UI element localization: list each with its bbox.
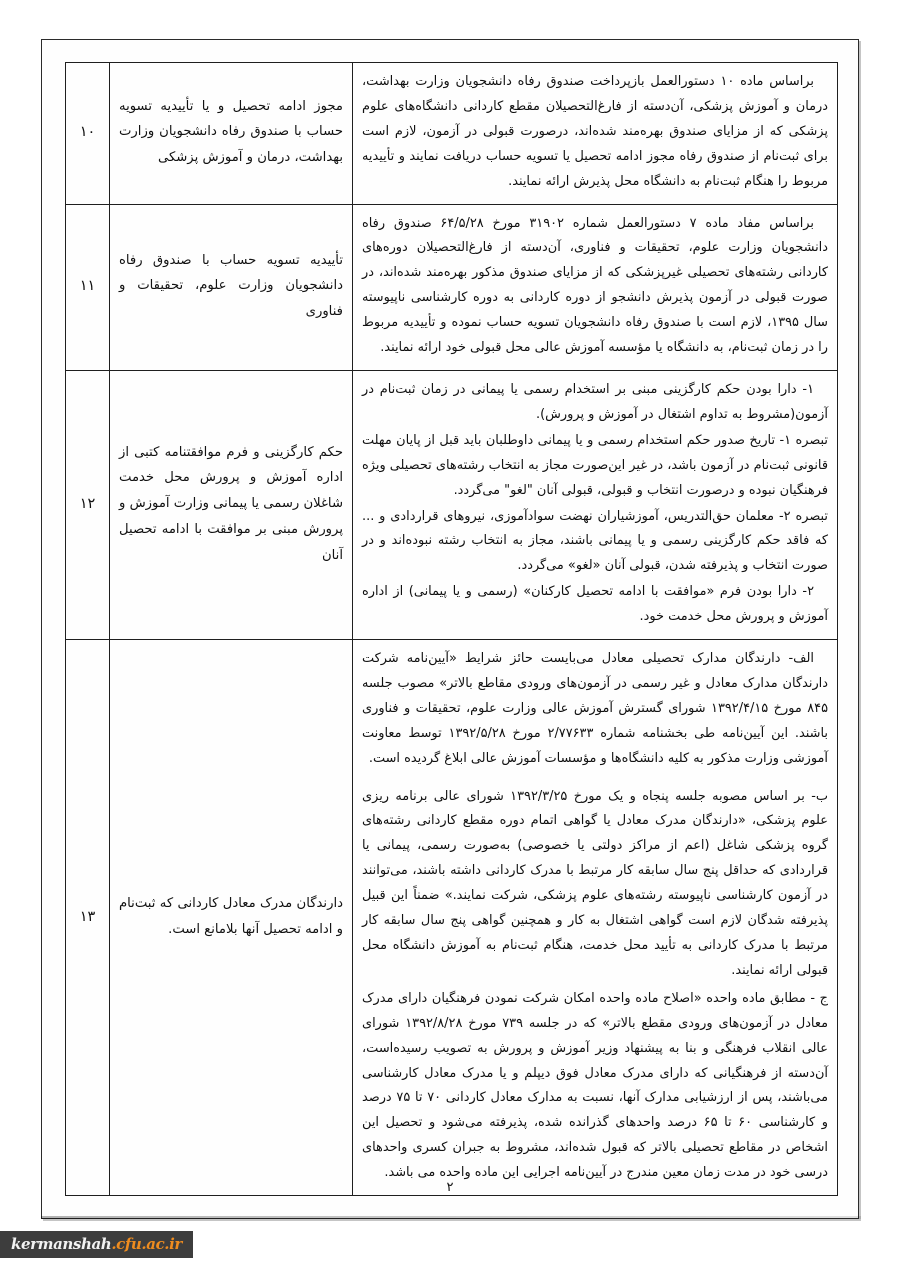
description-paragraph: ج - مطابق ماده واحده «اصلاح ماده واحده امکان شرکت نمودن فرهنگیان دارای مدرک معادل در آزمون‌های ورودی مقطع بالاتر» که در جلسه ۷۳۹ مورخ ۱۳۹۲/۸/۲۸ شورای عالی انقلاب فرهنگی و بنا به پیشنهاد وزیر آموزش و پرورش به تصویب رسیده‌است، آن‌دسته از فرهنگیانی که دارای مدرک معادل فوق دیپلم و یا مدرک معادل کارشناسی می‌باشند، پس از ارزشیابی مدارک آنها، نسبت به مدارک معادل کاردانی ۷۰ تا ۷۵ درصد و کارشناسی ۶۰ تا ۶۵ درصد واحدهای گذرانده شده، پذیرفته می‌شود و تحصیل این اشخاص در مقاطع تحصیلی بالاتر که قبول شده‌اند، مشروط به جبران کسری واحدهای درسی خود در مدت زمان معین مندرج در آیین‌نامه اجرایی این ماده واحده می باشد.	[362, 990, 829, 1181]
row-number-cell: ۱۲	[66, 370, 110, 639]
row-title-cell: حکم کارگزینی و فرم موافقتنامه کتبی از اداره آموزش و پرورش محل خدمت شاغلان رسمی یا پیمانی وزارت آموزش و پرورش مبنی بر موافقت با ادامه تحصیل آنان	[110, 370, 353, 639]
site-watermark	[0, 1231, 193, 1258]
watermark-primary-text: kermanshah	[11, 1235, 112, 1253]
row-description-cell	[353, 370, 838, 639]
scanned-page-sheet	[41, 39, 859, 1219]
description-paragraph: براساس مفاد ماده ۷ دستورالعمل شماره ۳۱۹۰۲ مورخ ۶۴/۵/۲۸ صندوق رفاه دانشجویان وزارت علوم، تحقیقات و فناوری، آن‌دسته از فارغ‌التحصیلان دوره‌های کاردانی رشته‌های تحصیلی غیرپزشکی که از مزایای صندوق مذکور بهره‌مند شده‌اند، در صورت قبولی در آزمون پذیرش دانشجو از دوره کاردانی به دوره کارشناسی ناپیوسته سال ۱۳۹۵، لازم است با صندوق رفاه دانشجویان تسویه حساب نموده و تأییدیه مربوط را در زمان ثبت‌نام، به دانشگاه یا مؤسسه آموزش عالی محل قبولی خود ارائه نمایند.	[362, 215, 828, 356]
row-description-cell	[353, 640, 838, 1196]
description-paragraph: الف- دارندگان مدارک تحصیلی معادل می‌بایست حائز شرایط «آیین‌نامه شرکت دارندگان مدارک معادل و غیر رسمی در آزمون‌های ورودی مقاطع بالاتر» مصوب جلسه ۸۴۵ مورخ ۱۳۹۲/۴/۱۵ شورای گسترش آموزش عالی وزارت علوم، تحقیقات و فناوری باشند. این آیین‌نامه طی بخشنامه شماره ۲/۷۷۶۳۳ مورخ ۱۳۹۲/۵/۲۸ توسط معاونت آموزشی وزارت مذکور به کلیه دانشگاه‌ها و مؤسسات آموزش عالی ابلاغ گردیده است.	[362, 651, 828, 766]
table-row	[66, 370, 838, 639]
row-title-cell: مجوز ادامه تحصیل و یا تأییدیه تسویه حساب با صندوق رفاه دانشجویان وزارت بهداشت، درمان و آموزش پزشکی	[110, 63, 353, 205]
description-paragraph: ب- بر اساس مصوبه جلسه پنجاه و یک مورخ ۱۳۹۲/۳/۲۵ شورای عالی برنامه ریزی علوم پزشکی، «دارندگان مدرک معادل یا گواهی اتمام دوره مقطع کاردانی رشته‌های گروه پزشکی شاغل (اعم از مراکز دولتی یا خصوصی) به‌صورت رسمی، پیمانی یا قراردادی که حداقل پنج سال سابقه کار مرتبط با مدرک کاردانی داشته باشند، می‌توانند در آزمون کارشناسی ناپیوسته رشته‌های علوم پزشکی، شرکت نمایند.» ضمناً این قبیل پذیرفته شدگان لازم است گواهی اشتغال به کار و همچنین گواهی پنج سال سابقه کار مرتبط با مدرک کاردانی به تأیید محل خدمت، هنگام ثبت‌نام به آموزش دانشگاه محل قبولی ارائه نمایند.	[362, 788, 828, 978]
row-number-cell: ۱۰	[66, 63, 110, 205]
row-number-cell: ۱۱	[66, 204, 110, 370]
description-paragraph: تبصره ۱- تاریخ صدور حکم استخدام رسمی و یا پیمانی داوطلبان باید قبل از پایان مهلت قانونی ثبت‌نام در آزمون باشد، در غیر این‌صورت مجاز به انتخاب رشته‌های تحصیلی ویژه فرهنگیان نبوده و درصورت انتخاب و قبولی، قبولی آنان "لغو" می‌گردد.	[362, 432, 828, 498]
row-title-cell: دارندگان مدرک معادل کاردانی که ثبت‌نام و ادامه تحصیل آنها بلامانع است.	[110, 640, 353, 1196]
table-row	[66, 640, 838, 1196]
description-paragraph: ۱- دارا بودن حکم کارگزینی مبنی بر استخدام رسمی یا پیمانی در زمان ثبت‌نام در آزمون(مشروط به تداوم اشتغال در آموزش و پرورش).	[362, 381, 828, 422]
row-number-cell: ۱۳	[66, 640, 110, 1196]
description-paragraph: ۲- دارا بودن فرم «موافقت با ادامه تحصیل کارکنان» (رسمی و یا پیمانی) از اداره آموزش و پرورش محل خدمت خود.	[362, 584, 828, 625]
scan-shadow-edge	[41, 1216, 861, 1219]
description-paragraph: تبصره ۲- معلمان حق‌التدریس، آموزشیاران نهضت سوادآموزی، نیروهای قراردادی و ... که فاقد حکم کارگزینی رسمی و یا پیمانی باشند، مجاز به انتخاب رشته نبوده‌اند و در صورت انتخاب و پذیرفته شدن، قبولی آنان «لغو» می‌گردد.	[362, 508, 828, 574]
watermark-secondary-text: .cfu.ac.ir	[111, 1235, 182, 1253]
description-paragraph: براساس ماده ۱۰ دستورالعمل بازپرداخت صندوق رفاه دانشجویان وزارت بهداشت، درمان و آموزش پزشکی، آن‌دسته از فارغ‌التحصیلان مقطع کاردانی دانشگاه‌های علوم پزشکی که از مزایای صندوق بهره‌مند شده‌اند، درصورت قبولی در آزمون، لازم است برای ثبت‌نام از صندوق رفاه مجوز ادامه تحصیل یا تسویه حساب دریافت نمایند و تأییدیه مربوط را هنگام ثبت‌نام به دانشگاه محل پذیرش ارائه نمایند.	[362, 74, 828, 189]
table-row	[66, 204, 838, 370]
row-description-cell	[353, 63, 838, 205]
table-body	[66, 63, 838, 1196]
table-row	[66, 63, 838, 205]
page-number: ۲	[446, 1180, 454, 1195]
requirements-table	[65, 62, 838, 1196]
row-title-cell: تأییدیه تسویه حساب با صندوق رفاه دانشجویان وزارت علوم، تحقیقات و فناوری	[110, 204, 353, 370]
row-description-cell	[353, 204, 838, 370]
